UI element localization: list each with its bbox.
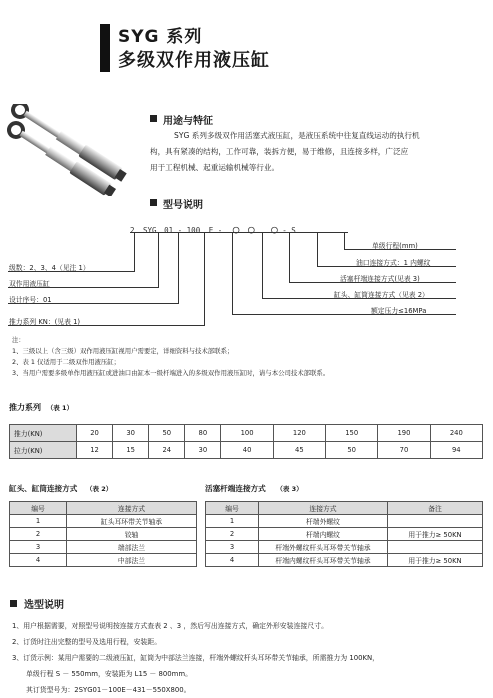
table1-cell: 30 bbox=[113, 425, 149, 442]
label-thrust-series: 推力系列 KN：(见表 1) bbox=[9, 318, 81, 326]
code-dash: - bbox=[217, 226, 223, 235]
table1-cell: 150 bbox=[326, 425, 378, 442]
code-pressure: E bbox=[208, 226, 214, 235]
notes-title: 注： bbox=[12, 336, 25, 344]
code-design: 01 bbox=[164, 226, 174, 235]
table1-row1-label: 推力(KN) bbox=[10, 425, 77, 442]
table2-header: 编号 bbox=[10, 502, 67, 515]
table3-header: 编号 bbox=[206, 502, 259, 515]
table2-cell: 中部法兰 bbox=[67, 554, 197, 567]
note-2: 2、表 1 仅适用于二级双作用液压缸； bbox=[12, 358, 121, 366]
code-dash: - bbox=[177, 226, 183, 235]
connector-line bbox=[204, 232, 205, 326]
thrust-table bbox=[9, 424, 483, 459]
table3-cell: 杆端外螺纹杆头耳环带关节轴承 bbox=[259, 541, 388, 554]
table1-title-text: 推力系列 bbox=[9, 403, 41, 412]
table3-cell: 4 bbox=[206, 554, 259, 567]
table3-header: 备注 bbox=[388, 502, 483, 515]
usage-heading: 用途与特征 bbox=[163, 116, 213, 127]
selection-line-5: 其订货型号为：2SYG01－100E－431－550X800。 bbox=[26, 686, 191, 694]
table1-tag: （表 1） bbox=[46, 404, 74, 412]
selection-heading: 选型说明 bbox=[24, 600, 64, 611]
table3-header: 连接方式 bbox=[259, 502, 388, 515]
table3-cell bbox=[388, 515, 483, 528]
table2-cell: 4 bbox=[10, 554, 67, 567]
table3-cell: 杆端内螺纹 bbox=[259, 528, 388, 541]
note-3: 3、当用户需要多级单作用液压缸或进油口由缸本一级杆端进入的多级双作用液压缸时，请与本公司技术部联系。 bbox=[12, 369, 330, 377]
table1-cell: 190 bbox=[378, 425, 430, 442]
table3-cell: 1 bbox=[206, 515, 259, 528]
code-rod-conn: ○ bbox=[247, 223, 255, 236]
page-title: SYG 系列 bbox=[118, 27, 203, 47]
table1-cell: 45 bbox=[273, 442, 325, 459]
table1-cell: 120 bbox=[273, 425, 325, 442]
selection-line-2: 2、订货时注出完整的型号及选用行程，安装距。 bbox=[12, 638, 162, 646]
page-subtitle: 多级双作用液压缸 bbox=[118, 50, 270, 71]
connector-line bbox=[262, 232, 263, 299]
table1-cell: 30 bbox=[185, 442, 221, 459]
table1-row2-label: 拉力(KN) bbox=[10, 442, 77, 459]
selection-line-4: 单级行程 S － 550mm，安装距为 L15 － 800mm。 bbox=[26, 670, 192, 678]
cylinder-product-image bbox=[6, 104, 134, 196]
code-stages: 2 bbox=[130, 226, 135, 235]
table1-cell: 12 bbox=[77, 442, 113, 459]
table1-cell: 70 bbox=[378, 442, 430, 459]
table1-cell: 240 bbox=[430, 425, 482, 442]
label-pressure: 额定压力≤16MPa bbox=[371, 307, 427, 315]
section-marker bbox=[10, 600, 17, 607]
connector-line bbox=[158, 232, 159, 288]
connector-line bbox=[232, 232, 233, 315]
table3-cell: 杆端内螺纹杆头耳环带关节轴承 bbox=[259, 554, 388, 567]
table1-cell: 94 bbox=[430, 442, 482, 459]
table2-cell: 1 bbox=[10, 515, 67, 528]
table1-cell: 50 bbox=[149, 425, 185, 442]
table3-cell: 2 bbox=[206, 528, 259, 541]
label-stages: 级数：2、3、4（见注 1） bbox=[9, 264, 90, 272]
code-series: SYG bbox=[143, 226, 157, 235]
table3-title bbox=[205, 483, 303, 494]
usage-line-1: SYG 系列多级双作用活塞式液压缸，是液压系统中往复直线运动的执行机 bbox=[174, 131, 420, 140]
connector-line bbox=[134, 232, 135, 272]
model-heading: 型号说明 bbox=[163, 200, 203, 211]
table2-cell: 2 bbox=[10, 528, 67, 541]
title-bar bbox=[100, 24, 110, 72]
table1-cell: 80 bbox=[185, 425, 221, 442]
table1-cell: 15 bbox=[113, 442, 149, 459]
label-design-no: 设计序号：01 bbox=[9, 296, 52, 304]
code-port-conn: ○ bbox=[271, 223, 278, 236]
table3-cell: 用于推力≥ 50KN bbox=[388, 554, 483, 567]
table2-header: 连接方式 bbox=[67, 502, 197, 515]
note-1: 1、三级以上（含三级）双作用液压缸视用户需要定，详细资料与技术部联系； bbox=[12, 347, 234, 355]
table1-title bbox=[9, 402, 73, 413]
code-underline bbox=[130, 232, 348, 233]
section-marker bbox=[150, 199, 157, 206]
label-double-acting: 双作用液压缸 bbox=[9, 280, 50, 288]
connector-line bbox=[289, 232, 290, 283]
table1-cell: 40 bbox=[221, 442, 273, 459]
table2-cell: 端部法兰 bbox=[67, 541, 197, 554]
head-connection-table bbox=[9, 501, 197, 567]
usage-line-2: 构，具有紧凑的结构，工作可靠，装拆方便，易于维修，且连接多样，广泛应 bbox=[150, 147, 409, 156]
table3-cell: 杆端外螺纹 bbox=[259, 515, 388, 528]
table3-cell: 3 bbox=[206, 541, 259, 554]
table2-cell: 缸头耳环带关节轴承 bbox=[67, 515, 197, 528]
table1-cell: 100 bbox=[221, 425, 273, 442]
usage-line-3: 用于工程机械、起重运输机械等行业。 bbox=[150, 163, 280, 172]
table2-cell: 铰轴 bbox=[67, 528, 197, 541]
table3-tag: （表 3） bbox=[276, 485, 303, 493]
section-marker bbox=[150, 115, 157, 122]
label-head-conn: 缸头、缸筒连接方式（见表 2） bbox=[334, 291, 429, 299]
connector-line bbox=[178, 232, 179, 304]
selection-line-1: 1、用户根据需要，对照型号说明按连接方式查表 2 、3 ，然后写出连接方式，确定外形安装连接尺寸。 bbox=[12, 622, 329, 630]
table2-cell: 3 bbox=[10, 541, 67, 554]
table3-cell bbox=[388, 541, 483, 554]
label-rod-conn: 活塞杆端连接方式(见表 3) bbox=[340, 275, 420, 283]
code-stroke: S bbox=[291, 226, 296, 235]
table3-cell: 用于推力≥ 50KN bbox=[388, 528, 483, 541]
label-stroke: 单级行程(mm) bbox=[372, 242, 418, 250]
code-thrust: 100 bbox=[186, 226, 201, 235]
connector-line bbox=[317, 232, 318, 267]
rod-connection-table bbox=[205, 501, 483, 567]
table3-title-text: 活塞杆端连接方式 bbox=[205, 484, 266, 493]
table1-cell: 20 bbox=[77, 425, 113, 442]
table2-title bbox=[9, 483, 112, 494]
connector-line bbox=[344, 232, 345, 250]
table2-title-text: 缸头、缸筒连接方式 bbox=[9, 484, 78, 493]
code-dash: - bbox=[282, 226, 287, 235]
code-head-conn: ○ bbox=[232, 223, 240, 236]
table1-cell: 50 bbox=[326, 442, 378, 459]
selection-line-3: 3、订货示例：某用户需要的二级液压缸，缸筒为中部法兰连接，杆端外螺纹杆头耳环带关节轴承，所需推力为 100KN， bbox=[12, 654, 380, 662]
label-port: 油口连接方式：1 内螺纹 bbox=[356, 259, 431, 267]
model-code bbox=[130, 223, 296, 236]
table1-cell: 24 bbox=[149, 442, 185, 459]
table2-tag: （表 2） bbox=[86, 485, 113, 493]
